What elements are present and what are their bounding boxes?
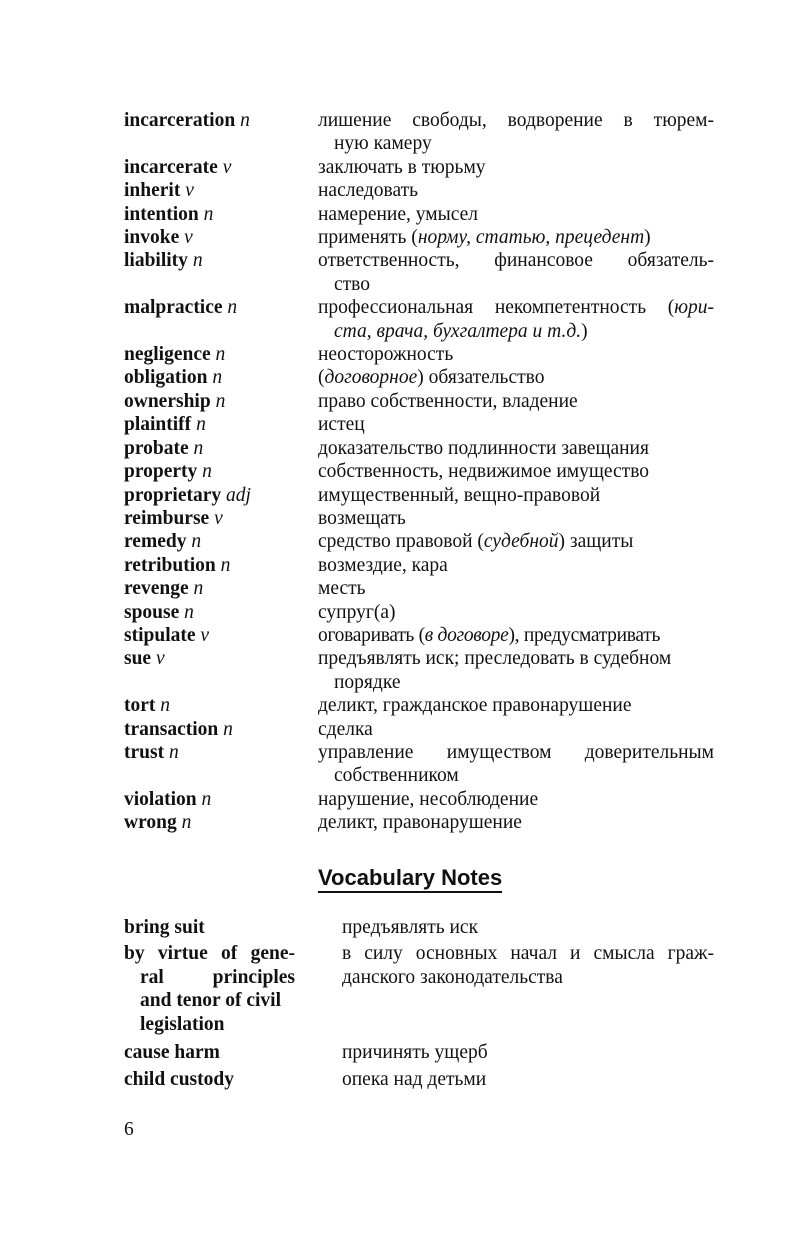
glossary-term: stipulate v	[124, 624, 210, 646]
glossary-term: sue v	[124, 648, 165, 670]
glossary-term: obligation n	[124, 367, 223, 389]
glossary-definition: имущественный, вещно-правовой	[318, 484, 601, 506]
glossary-term: incarcerate v	[124, 156, 232, 178]
glossary-definition: возмещать	[318, 507, 406, 529]
glossary-term: violation n	[124, 788, 212, 810]
glossary-term: remedy n	[124, 531, 202, 553]
glossary-definition: доказательство подлинности завещания	[318, 437, 649, 459]
glossary-entry	[124, 577, 714, 600]
glossary-entry	[124, 788, 714, 811]
glossary-term: incarceration n	[124, 110, 250, 131]
glossary-definition: сделка	[318, 718, 373, 740]
vocabulary-notes-list	[124, 916, 714, 1094]
glossary-term: proprietary adj	[124, 484, 251, 506]
note-entry	[124, 1068, 714, 1091]
glossary-term: probate n	[124, 437, 204, 459]
note-definition: причинять ущерб	[342, 1042, 488, 1064]
glossary-entry	[124, 109, 714, 156]
note-entry	[124, 942, 714, 1038]
note-definition: опека над детьми	[342, 1068, 487, 1090]
glossary-entry	[124, 249, 714, 296]
note-entry	[124, 916, 714, 939]
glossary-entry	[124, 718, 714, 741]
glossary-definition: предъявлять иск; преследовать в судебном порядке	[318, 648, 672, 693]
glossary-term: invoke v	[124, 227, 193, 249]
page-number: 6	[124, 1119, 134, 1140]
glossary-list	[124, 109, 714, 835]
glossary-definition: намерение, умысел	[318, 203, 478, 225]
glossary-definition: собственность, недвижимое имущество	[318, 461, 650, 483]
glossary-entry	[124, 484, 714, 507]
glossary-entry	[124, 390, 714, 413]
note-definition: предъявлять иск	[342, 917, 479, 938]
glossary-term: property n	[124, 461, 212, 483]
section-heading-wrapper	[318, 864, 502, 892]
glossary-entry	[124, 366, 714, 389]
glossary-entry	[124, 507, 714, 530]
glossary-definition: применять (норму, статью, прецедент)	[318, 227, 651, 249]
glossary-definition: нарушение, несоблюдение	[318, 788, 539, 810]
glossary-entry	[124, 460, 714, 483]
glossary-entry	[124, 437, 714, 460]
glossary-definition: лишение свободы, водворение в тюрем- ную камеру	[318, 110, 714, 155]
note-definition: в силу основных начал и смысла граж- данского законодательства	[342, 943, 714, 988]
glossary-term: transaction n	[124, 718, 233, 740]
glossary-definition: истец	[318, 414, 365, 436]
section-heading: Vocabulary Notes	[318, 865, 502, 893]
glossary-definition: месть	[318, 578, 366, 600]
glossary-term: revenge n	[124, 578, 204, 600]
glossary-definition: профессиональная некомпетентность (юри- ста, врача, бухгалтера и т.д.)	[318, 297, 714, 342]
glossary-definition: (договорное) обязательство	[318, 367, 545, 389]
glossary-entry	[124, 554, 714, 577]
glossary-entry	[124, 296, 714, 343]
glossary-entry	[124, 741, 714, 788]
glossary-entry	[124, 203, 714, 226]
glossary-entry	[124, 530, 714, 553]
glossary-term: inherit v	[124, 180, 194, 202]
glossary-term: wrong n	[124, 812, 192, 834]
glossary-term: liability n	[124, 250, 203, 272]
glossary-term: intention n	[124, 203, 214, 225]
glossary-term: tort n	[124, 695, 171, 717]
note-term: bring suit	[124, 917, 205, 938]
glossary-definition: наследовать	[318, 180, 419, 202]
glossary-definition: право собственности, владение	[318, 390, 578, 412]
glossary-entry	[124, 624, 714, 647]
glossary-definition: ответственность, финансовое обязатель- ство	[318, 250, 714, 295]
glossary-term: reimburse v	[124, 507, 223, 529]
glossary-definition: средство правовой (судебной) защиты	[318, 531, 634, 553]
glossary-term: trust n	[124, 741, 179, 763]
glossary-term: negligence n	[124, 344, 226, 366]
glossary-entry	[124, 413, 714, 436]
glossary-entry	[124, 694, 714, 717]
note-term: cause harm	[124, 1042, 220, 1064]
glossary-definition: деликт, гражданское правонарушение	[318, 695, 632, 717]
glossary-entry	[124, 811, 714, 834]
note-entry	[124, 1041, 714, 1064]
glossary-term: retribution n	[124, 554, 231, 576]
glossary-definition: деликт, правонарушение	[318, 812, 522, 834]
note-term: by virtue of gene- ral principles and tenor of civil legislation	[124, 943, 295, 1035]
note-term: child custody	[124, 1068, 234, 1090]
glossary-term: plaintiff n	[124, 414, 206, 436]
glossary-entry	[124, 601, 714, 624]
glossary-definition: управление имуществом доверительным собственником	[318, 741, 714, 787]
glossary-definition: возмездие, кара	[318, 554, 448, 576]
glossary-entry	[124, 343, 714, 366]
glossary-definition: неосторожность	[318, 344, 454, 366]
glossary-definition: заключать в тюрьму	[318, 156, 486, 178]
glossary-definition: супруг(а)	[318, 601, 396, 623]
glossary-entry	[124, 156, 714, 179]
glossary-entry	[124, 647, 714, 694]
glossary-term: spouse n	[124, 601, 194, 623]
glossary-entry	[124, 226, 714, 249]
glossary-definition: оговаривать (в договоре), предусматривать	[318, 624, 661, 646]
glossary-term: malpractice n	[124, 297, 238, 319]
glossary-term: ownership n	[124, 390, 226, 412]
glossary-entry	[124, 179, 714, 202]
